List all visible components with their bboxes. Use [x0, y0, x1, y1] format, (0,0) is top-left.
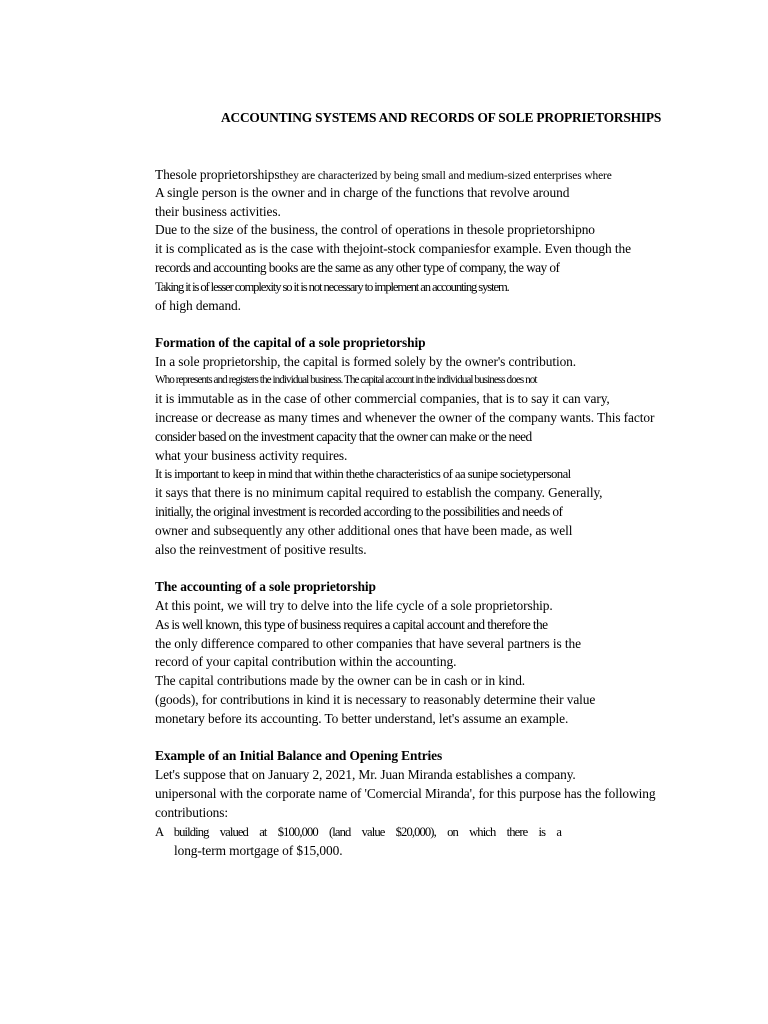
- intro-line-3: their business activities.: [155, 204, 281, 219]
- section2-line-1: At this point, we will try to delve into the life cycle of a sole proprietorship.: [155, 598, 553, 613]
- section3-line-5: long-term mortgage of $15,000.: [174, 843, 343, 858]
- section1-line-4: increase or decrease as many times and whenever the owner of the company wants. This factor: [155, 410, 655, 425]
- section1-line-7: It is important to keep in mind that within thethe characteristics of aa sunipe societypersonal: [155, 467, 571, 481]
- section2-line-4: record of your capital contribution within the accounting.: [155, 654, 457, 669]
- section3-heading: Example of an Initial Balance and Opening Entries: [155, 748, 443, 763]
- intro-line-8: of high demand.: [155, 298, 241, 313]
- section3-line-2: unipersonal with the corporate name of 'Comercial Miranda', for this purpose has the following: [155, 786, 656, 801]
- intro-line-5: it is complicated as is the case with thejoint-stock companiesfor example. Even though the: [155, 241, 631, 256]
- intro-line-1-a: Thesole proprietorships: [155, 167, 280, 182]
- section3-line-3: contributions:: [155, 805, 228, 820]
- intro-line-7: Taking it is of lesser complexity so it is not necessary to implement an accounting system.: [155, 280, 509, 294]
- section2-line-2: As is well known, this type of business requires a capital account and therefore the: [155, 617, 548, 632]
- intro-line-1-b: they are characterized by being small and medium-sized enterprises where: [279, 170, 612, 182]
- section1-line-2: Who represents and registers the individual business. The capital account in the individual business does not: [155, 374, 537, 386]
- intro-line-6: records and accounting books are the same as any other type of company, the way of: [155, 260, 560, 275]
- section1-line-8: it says that there is no minimum capital required to establish the company. Generally,: [155, 485, 603, 500]
- intro-line-2: A single person is the owner and in charge of the functions that revolve around: [155, 185, 570, 200]
- section1-line-3: it is immutable as in the case of other commercial companies, that is to say it can vary,: [155, 391, 610, 406]
- intro-line-1: [155, 167, 612, 184]
- section3-line-1: Let's suppose that on January 2, 2021, Mr. Juan Miranda establishes a company.: [155, 767, 576, 782]
- document-title: ACCOUNTING SYSTEMS AND RECORDS OF SOLE PROPRIETORSHIPS: [221, 110, 662, 125]
- section1-line-1: In a sole proprietorship, the capital is formed solely by the owner's contribution.: [155, 354, 577, 369]
- section1-line-11: also the reinvestment of positive results.: [155, 542, 367, 557]
- section2-line-5: The capital contributions made by the owner can be in cash or in kind.: [155, 673, 526, 688]
- section2-line-7: monetary before its accounting. To better understand, let's assume an example.: [155, 711, 569, 726]
- section1-line-10: owner and subsequently any other additional ones that have been made, as well: [155, 523, 573, 538]
- section1-line-6: what your business activity requires.: [155, 448, 348, 463]
- section1-line-9: initially, the original investment is recorded according to the possibilities and needs of: [155, 504, 563, 519]
- section1-heading: Formation of the capital of a sole proprietorship: [155, 335, 426, 350]
- section2-line-3: the only difference compared to other companies that have several partners is the: [155, 636, 581, 651]
- section1-line-5: consider based on the investment capacity that the owner can make or the need: [155, 429, 532, 444]
- intro-line-4: Due to the size of the business, the control of operations in thesole proprietorshipno: [155, 222, 595, 237]
- section2-heading: The accounting of a sole proprietorship: [155, 579, 376, 594]
- section2-line-6: (goods), for contributions in kind it is necessary to reasonably determine their value: [155, 692, 596, 707]
- section3-line-4: A building valued at $100,000 (land value $20,000), on which there is a: [155, 825, 562, 839]
